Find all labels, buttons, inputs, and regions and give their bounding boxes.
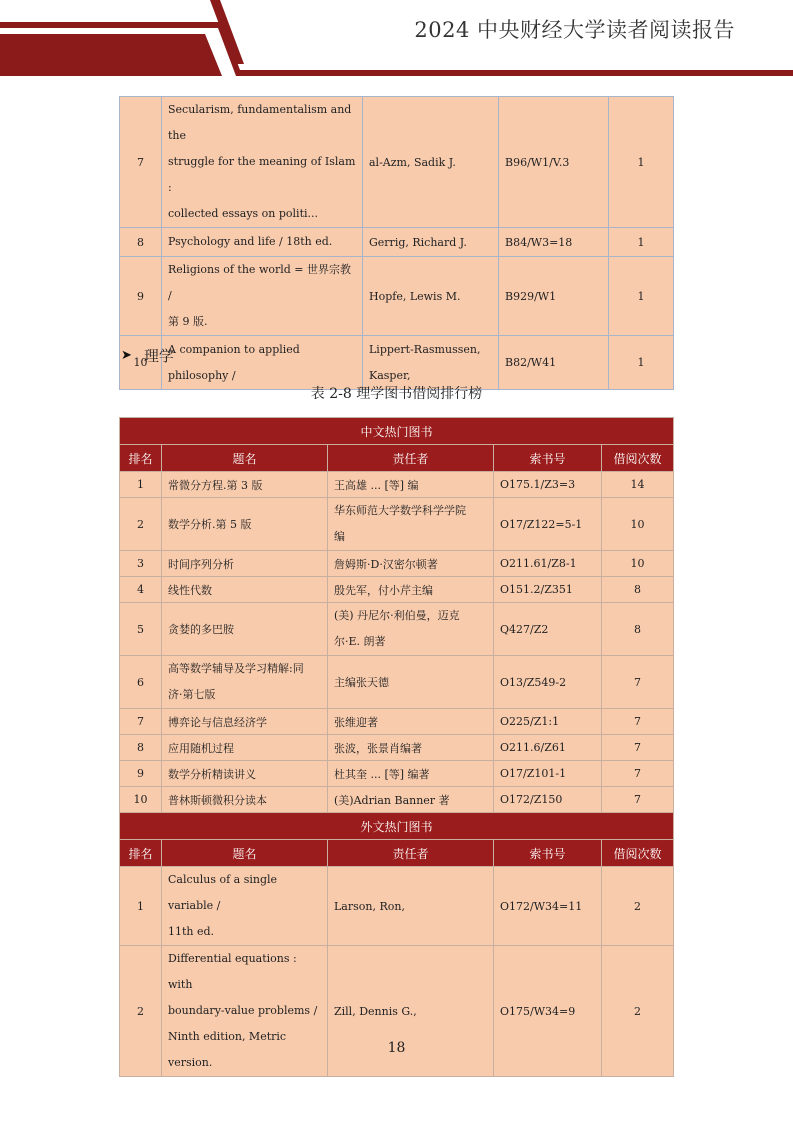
author-cell: 杜其奎 ... [等] 编著 <box>328 761 494 787</box>
count-cell: 7 <box>602 709 674 735</box>
cn-banner: 中文热门图书 <box>120 418 674 445</box>
title-cell: 应用随机过程 <box>162 735 328 761</box>
call-number-cell: O211.6/Z61 <box>494 735 602 761</box>
table-row <box>120 228 674 257</box>
table-row <box>120 946 674 1077</box>
call-number-cell: O13/Z549-2 <box>494 656 602 709</box>
table-row <box>120 472 674 498</box>
title-cell: Religions of the world = 世界宗教 / 第 9 版. <box>162 257 363 336</box>
header-author: 责任者 <box>328 840 494 867</box>
title-cell: 常微分方程.第 3 版 <box>162 472 328 498</box>
call-number-cell: O225/Z1:1 <box>494 709 602 735</box>
call-number-cell: O151.2/Z351 <box>494 577 602 603</box>
author-cell: 詹姆斯·D·汉密尔顿著 <box>328 551 494 577</box>
table-row <box>120 603 674 656</box>
rank-cell: 1 <box>120 867 162 946</box>
cn-banner-row <box>120 418 674 445</box>
call-number-cell: O172/Z150 <box>494 787 602 813</box>
rank-cell: 10 <box>120 787 162 813</box>
author-cell: 殷先军，付小芹主编 <box>328 577 494 603</box>
count-cell: 1 <box>609 228 674 257</box>
title-cell: Psychology and life / 18th ed. <box>162 228 363 257</box>
report-title: 2024 中央财经大学读者阅读报告 <box>414 18 735 42</box>
call-number-cell: O172/W34=11 <box>494 867 602 946</box>
count-cell: 10 <box>602 498 674 551</box>
rank-cell: 2 <box>120 498 162 551</box>
call-number-cell: B82/W41 <box>499 336 609 390</box>
count-cell: 1 <box>609 97 674 228</box>
title-cell: 高等数学辅导及学习精解:同 济·第七版 <box>162 656 328 709</box>
title-cell: A companion to applied philosophy / <box>162 336 363 390</box>
author-cell: 华东师范大学数学科学学院 编 <box>328 498 494 551</box>
table-row <box>120 656 674 709</box>
table-row <box>120 577 674 603</box>
rank-cell: 7 <box>120 97 162 228</box>
rank-cell: 3 <box>120 551 162 577</box>
call-number-cell: O175.1/Z3=3 <box>494 472 602 498</box>
count-cell: 8 <box>602 577 674 603</box>
foreign-banner: 外文热门图书 <box>120 813 674 840</box>
rank-cell: 8 <box>120 228 162 257</box>
rank-cell: 2 <box>120 946 162 1077</box>
rank-cell: 9 <box>120 257 162 336</box>
count-cell: 1 <box>609 336 674 390</box>
count-cell: 10 <box>602 551 674 577</box>
author-cell: al-Azm, Sadik J. <box>363 97 499 228</box>
foreign-banner-row <box>120 813 674 840</box>
table-row <box>120 97 674 228</box>
title-cell: 线性代数 <box>162 577 328 603</box>
title-cell: 贪婪的多巴胺 <box>162 603 328 656</box>
count-cell: 7 <box>602 735 674 761</box>
header-rank: 排名 <box>120 445 162 472</box>
table-row <box>120 709 674 735</box>
author-cell: 张波，张景肖编著 <box>328 735 494 761</box>
table-caption: 表 2-8 理学图书借阅排行榜 <box>310 386 483 402</box>
count-cell: 7 <box>602 787 674 813</box>
arrow-bullet-icon: ➤ <box>121 348 132 363</box>
header-count: 借阅次数 <box>602 445 674 472</box>
header-row <box>120 445 674 472</box>
rank-cell: 9 <box>120 761 162 787</box>
author-cell: Zill, Dennis G., <box>328 946 494 1077</box>
call-number-cell: O17/Z101-1 <box>494 761 602 787</box>
rank-cell: 4 <box>120 577 162 603</box>
author-cell: 张维迎著 <box>328 709 494 735</box>
philosophy-table-continued <box>119 96 674 390</box>
count-cell: 7 <box>602 656 674 709</box>
call-number-cell: O17/Z122=5-1 <box>494 498 602 551</box>
section-label: 理学 <box>143 347 174 365</box>
call-number-cell: O175/W34=9 <box>494 946 602 1077</box>
table-row <box>120 551 674 577</box>
title-cell: Differential equations : with boundary-value problems / Ninth edition, Metric version. <box>162 946 328 1077</box>
table-row <box>120 761 674 787</box>
author-cell: Hopfe, Lewis M. <box>363 257 499 336</box>
header-count: 借阅次数 <box>602 840 674 867</box>
rank-cell: 7 <box>120 709 162 735</box>
title-cell: 博弈论与信息经济学 <box>162 709 328 735</box>
title-cell: 数学分析精读讲义 <box>162 761 328 787</box>
title-cell: 数学分析.第 5 版 <box>162 498 328 551</box>
rank-cell: 8 <box>120 735 162 761</box>
section-heading <box>121 345 174 366</box>
author-cell: Larson, Ron, <box>328 867 494 946</box>
call-number-cell: Q427/Z2 <box>494 603 602 656</box>
rank-cell: 1 <box>120 472 162 498</box>
header-call-number: 索书号 <box>494 840 602 867</box>
count-cell: 7 <box>602 761 674 787</box>
count-cell: 2 <box>602 946 674 1077</box>
table-row <box>120 867 674 946</box>
call-number-cell: B929/W1 <box>499 257 609 336</box>
author-cell: (美)Adrian Banner 著 <box>328 787 494 813</box>
table-row <box>120 498 674 551</box>
header-rank: 排名 <box>120 840 162 867</box>
table-row <box>120 735 674 761</box>
rank-cell: 5 <box>120 603 162 656</box>
author-cell: 王高雄 ... [等] 编 <box>328 472 494 498</box>
title-cell: Calculus of a single variable / 11th ed. <box>162 867 328 946</box>
table-row <box>120 336 674 390</box>
header-title: 题名 <box>162 445 328 472</box>
call-number-cell: B96/W1/V.3 <box>499 97 609 228</box>
call-number-cell: B84/W3=18 <box>499 228 609 257</box>
count-cell: 2 <box>602 867 674 946</box>
count-cell: 1 <box>609 257 674 336</box>
header-author: 责任者 <box>328 445 494 472</box>
header-call-number: 索书号 <box>494 445 602 472</box>
title-cell: 时间序列分析 <box>162 551 328 577</box>
header-row <box>120 840 674 867</box>
title-cell: Secularism, fundamentalism and the struggle for the meaning of Islam : collected essays on politi... <box>162 97 363 228</box>
author-cell: 主编张天德 <box>328 656 494 709</box>
author-cell: (美) 丹尼尔·利伯曼，迈克 尔·E. 朗著 <box>328 603 494 656</box>
table-row <box>120 257 674 336</box>
page-number: 18 <box>387 1040 406 1056</box>
rank-cell: 6 <box>120 656 162 709</box>
rank-cell: 10 <box>120 336 162 390</box>
title-cell: 普林斯顿微积分读本 <box>162 787 328 813</box>
author-cell: Lippert-Rasmussen, Kasper, <box>363 336 499 390</box>
call-number-cell: O211.61/Z8-1 <box>494 551 602 577</box>
science-borrowing-table <box>119 417 674 1077</box>
author-cell: Gerrig, Richard J. <box>363 228 499 257</box>
count-cell: 8 <box>602 603 674 656</box>
count-cell: 14 <box>602 472 674 498</box>
header-title: 题名 <box>162 840 328 867</box>
table-row <box>120 787 674 813</box>
